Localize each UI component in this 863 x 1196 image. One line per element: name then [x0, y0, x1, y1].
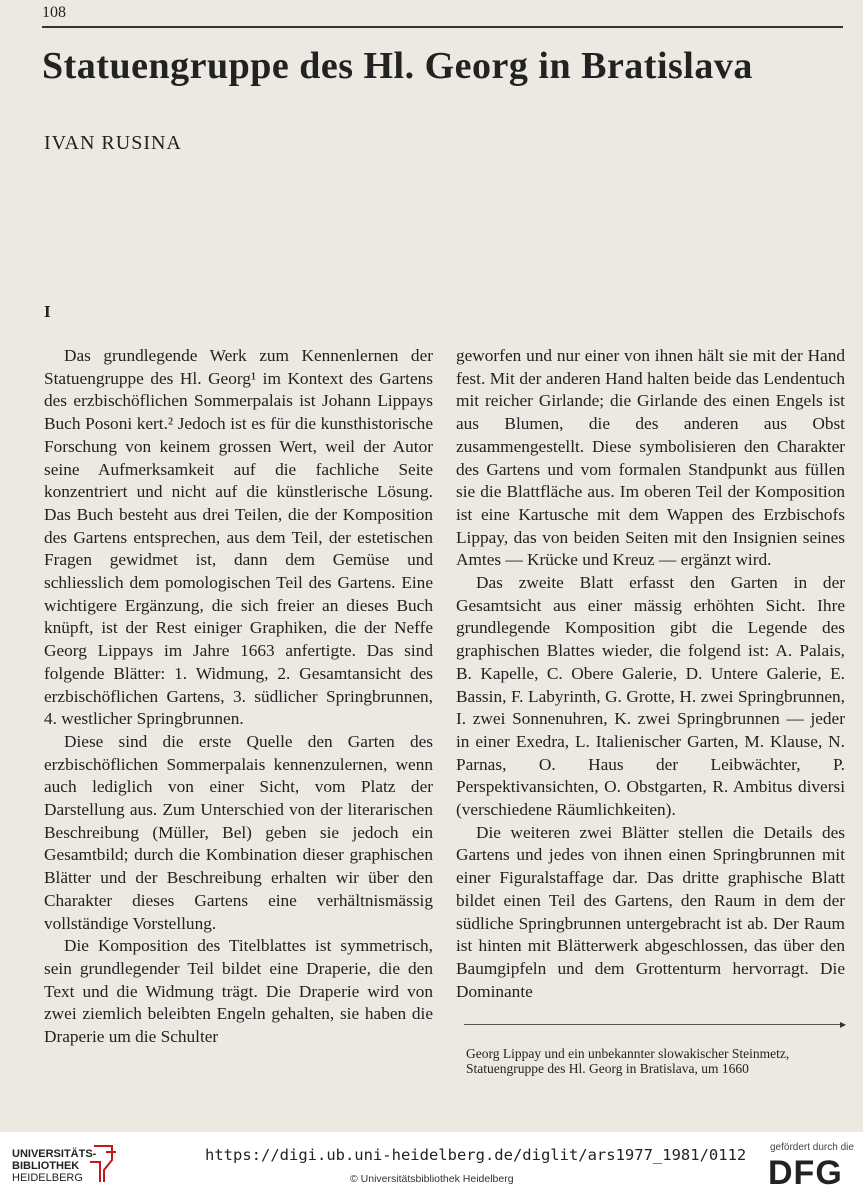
paragraph: Das grundlegende Werk zum Kennenlernen der Statuengruppe des Hl. Georg¹ im Kontext des Gartens des erzbischöflichen Sommerpalais ist Johann Lippays Buch Posoni kert.² Jedoch ist es für die kunsthistorische Forschung von keinem grossen Wert, weil der Autor seine Aufmerksamkeit auf die fachliche Seite konzentriert und nicht auf die künstlerische Lösung. Das Buch besteht aus drei Teilen, die der Komposition des Gartens entsprechen, aus dem Teil, der estetischen Fragen gewidmet ist, dann dem Gemüse und schliesslich dem pomologischen Teil des Gartens. Eine wichtigere Ergänzung, die sich freier an dieses Buch knüpft, ist der Rest einiger Graphiken, die der Neffe Georg Lippays im Jahre 1663 anfertigte. Das sind folgende Blätter: 1. Widmung, 2. Gesamtansicht des erzbischöflichen Gartens, 3. südlicher Springbrunnen, 4. westlicher Springbrunnen.	[44, 346, 433, 729]
article-title: Statuengruppe des Hl. Georg in Bratislava	[42, 45, 753, 87]
figure-caption	[466, 1046, 850, 1076]
author-name: IVAN RUSINA	[44, 132, 182, 154]
library-seal-icon	[86, 1142, 120, 1186]
dfg-logo[interactable]: DFG	[768, 1154, 843, 1192]
right-column	[456, 345, 845, 1003]
paragraph: Das zweite Blatt erfasst den Garten in der Gesamtsicht aus einer mässig erhöhten Sicht. Ihre grundlegende Komposition gibt die Legende des graphischen Blattes wieder, die folgend ist: A. Palais, B. Kapelle, C. Obere Galerie, D. Untere Galerie, E. Bassin, F. Labyrinth, G. Grotte, H. zwei Springbrunnen, I. zwei Sonnenuhren, K. zwei Springbrunnen — jeder in einer Exedra, L. Italienischer Garten, M. Klause, N. Parnas, O. Haus der Leibwächter, P. Perspektivansichten, O. Obstgarten, R. Ambitus diversi (verschiedene Räumlichkeiten).	[456, 573, 845, 820]
funding-note: gefördert durch die	[770, 1142, 854, 1153]
logo-text: UNIVERSITÄTS-	[12, 1148, 97, 1160]
copyright-notice: © Universitätsbibliothek Heidelberg	[350, 1173, 514, 1185]
logo-text: HEIDELBERG	[12, 1172, 83, 1184]
paragraph: Diese sind die erste Quelle den Garten des erzbischöflichen Sommerpalais kennenzulernen, wenn auch lediglich von einer Sicht, vom Platz der Darstellung aus. Zum Unterschied von der literarischen Beschreibung (Müller, Bel) geben sie jedoch ein Gesamtbild; durch die Kombination dieser graphischen Blätter und der Beschreibung erhalten wir über den Charakter dieses Gartens eine verhältnismässig vollständige Vorstellung.	[44, 731, 433, 933]
page-number: 108	[42, 4, 66, 21]
left-column	[44, 345, 433, 1049]
caption-line: Statuengruppe des Hl. Georg in Bratislava, um 1660	[466, 1061, 749, 1076]
paragraph: geworfen und nur einer von ihnen hält sie mit der Hand fest. Mit der anderen Hand halten beide das Lendentuch mit reicher Girlande; die Girlande des einen Engels ist aus Blumen, die des anderen aus Obst zusammengestellt. Diese symbolisieren den Charakter des Gartens und vom formalen Standpunkt aus füllen sie die Blattfläche aus. Im oberen Teil der Komposition ist eine Kartusche mit dem Wappen des Erzbischofs Lippay, das von beiden Seiten mit den Insignien seines Amtes — Krücke und Kreuz — ergänzt wird.	[456, 346, 845, 570]
footer-bar	[0, 1132, 863, 1196]
arrow-right-icon: ▸	[840, 1017, 847, 1031]
section-number: I	[44, 302, 51, 321]
header-rule	[42, 26, 843, 28]
logo-text: BIBLIOTHEK	[12, 1160, 80, 1172]
library-logo[interactable]	[12, 1148, 96, 1184]
paragraph: Die Komposition des Titelblattes ist symmetrisch, sein grundlegender Teil bildet eine Draperie, die den Text und die Widmung trägt. Die Draperie wird von zwei ziemlich beleibten Engeln gehalten, sie haben die Draperie um die Schulter	[44, 936, 433, 1047]
caption-line: Georg Lippay und ein unbekannter slowakischer Steinmetz,	[466, 1046, 790, 1061]
paragraph: Die weiteren zwei Blätter stellen die Details des Gartens und jedes von ihnen einen Springbrunnen mit einer Figuralstaffage dar. Das dritte graphische Blatt bildet einen Teil des Gartens, den Raum in dem der südliche Springbrunnen untergebracht ist ab. Der Raum ist hinten mit Blätterwerk abgeschlossen, das über den Baumgipfeln und dem Grottenturm hervorragt. Die Dominante	[456, 822, 845, 1001]
permalink-url[interactable]: https://digi.ub.uni-heidelberg.de/diglit/ars1977_1981/0112	[205, 1146, 747, 1164]
caption-rule	[464, 1024, 844, 1025]
